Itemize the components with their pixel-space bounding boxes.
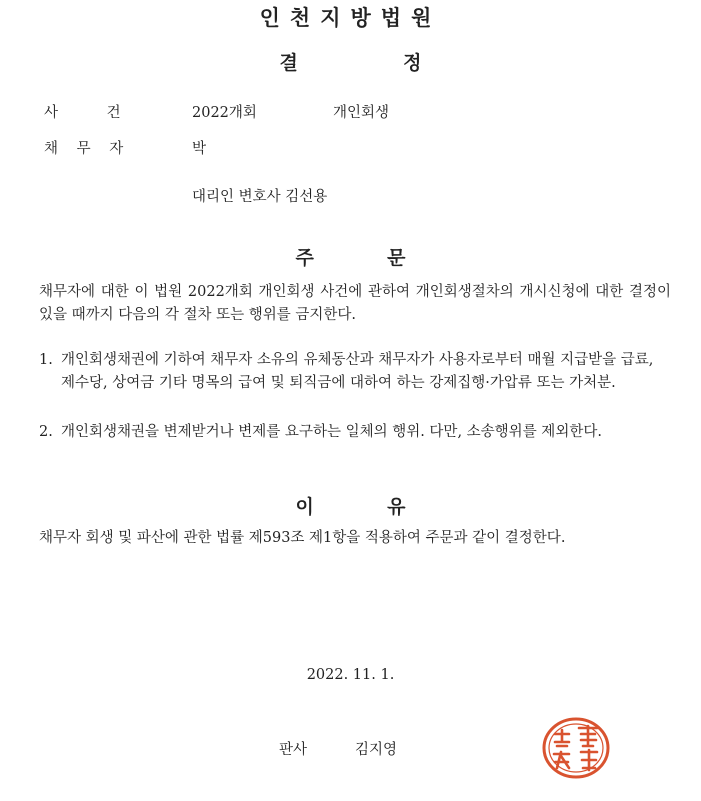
order-heading — [0, 243, 701, 270]
judge-name: 김지영 — [355, 742, 398, 758]
document-title-right: 정 — [403, 52, 422, 74]
decision-date: 2022. 11. 1. — [306, 667, 395, 683]
reason-heading-left: 이 — [295, 496, 314, 518]
order-heading-right: 문 — [387, 247, 406, 269]
judge-seal-icon — [541, 716, 611, 780]
reason-heading — [0, 492, 701, 519]
order-item — [39, 349, 671, 395]
case-type: 개인회생 — [333, 105, 390, 121]
case-label: 사 건 — [44, 105, 121, 121]
order-item-text: 개인회생채권에 기하여 채무자 소유의 유체동산과 채무자가 사용자로부터 매월 지급받을 급료, 제수당, 상여금 기타 명목의 급여 및 퇴직금에 대하여 하는 강제집행·가압류 또는 가처분. — [61, 352, 654, 391]
court-name: 인천지방법원 — [259, 6, 442, 30]
order-item — [39, 421, 671, 444]
debtor-label: 채 무 자 — [44, 141, 124, 157]
order-heading-left: 주 — [295, 247, 314, 269]
document-title-left: 결 — [279, 52, 298, 74]
document-title — [0, 48, 701, 75]
order-item-number: 1. — [39, 352, 53, 368]
debtor-agent: 대리인 변호사 김선용 — [192, 189, 328, 205]
judge-title: 판사 — [279, 742, 308, 758]
order-item-number: 2. — [39, 424, 53, 440]
order-text: 채무자에 대한 이 법원 2022개회 개인회생 사건에 관하여 개인회생절차의 개시신청에 대한 결정이 있을 때까지 다음의 각 절차 또는 행위를 금지한다. — [39, 284, 671, 323]
debtor-name: 박 — [192, 141, 207, 157]
order-item-text: 개인회생채권을 변제받거나 변제를 요구하는 일체의 행위. 다만, 소송행위를 제외한다. — [61, 424, 602, 440]
case-number: 2022개회 — [192, 105, 257, 121]
reason-text: 채무자 회생 및 파산에 관한 법률 제593조 제1항을 적용하여 주문과 같이 결정한다. — [39, 530, 566, 546]
reason-heading-right: 유 — [387, 496, 406, 518]
